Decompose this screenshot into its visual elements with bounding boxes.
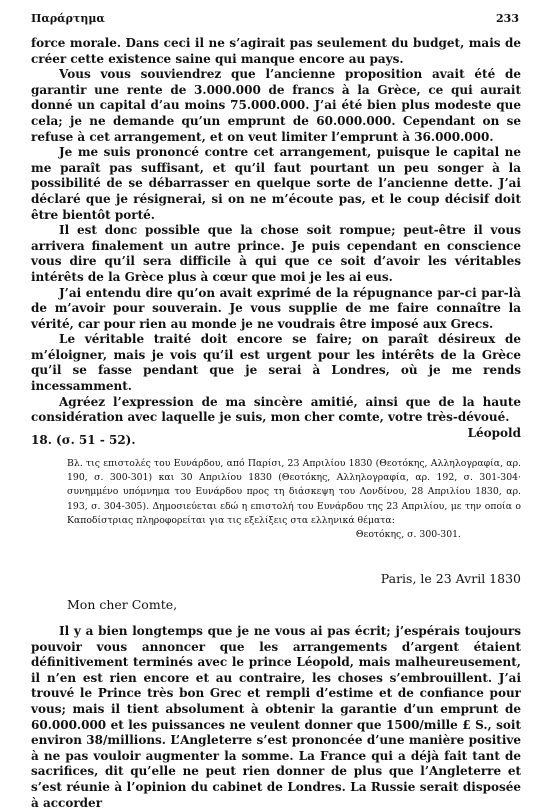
running-head-title: Παράρτημα xyxy=(31,12,105,25)
paragraph: Il est donc possible que la chose soit rompue; peut-être il vous arrivera finalement un autre prince. Je puis cependant en conscience vous dire qu’il sera difficile à qui que ce soit d’avoir les véritables intérêts de la Grèce plus à cœur que moi je les ai eus. xyxy=(31,223,521,284)
paragraph: Agréez l’expression de ma sincère amitié, ainsi que de la haute considération avec laquelle je suis, mon cher comte, votre très-dévoué. xyxy=(31,394,521,425)
editorial-note xyxy=(67,457,521,542)
paragraph: Je me suis prononcé contre cet arrangement, puisque le capital ne me paraît pas suffisant, et qu’il faut pourtant un peu songer à la possibilité de se débarrasser en quelque sorte de l’ancienne dette. J’ai déclaré que je résignerai, si on ne m’écoute pas, et le coup décisif doit être bientôt porté. xyxy=(31,145,521,222)
paragraph: J’ai entendu dire qu’on avait exprimé de la répugnance par-ci par-là de m’avoir pour souverain. Je vous supplie de me faire connaître la vérité, car pour rien au monde je ne voudrais être imposé aux Grecs. xyxy=(31,285,521,331)
paragraph: Vous vous souviendrez que l’ancienne proposition avait été de garantir une rente de 3.000.000 de francs à la Grèce, ce qui aurait donné un capital d’au moins 75.000.000. J’ai été bien plus modeste que cela; je ne demande qu’un emprunt de 60.000.000. Cependant on se refuse à cet arrangement, et on veut limiter l’emprunt à 36.000.000. xyxy=(31,67,521,144)
paragraph: Le véritable traité doit encore se faire; on paraît désireux de m’éloigner, mais je vois qu’il est urgent pour les intérêts de la Grèce qu’il se fasse pendant que je serai à Londres, où je me rends incessamment. xyxy=(31,332,521,394)
dateline: Paris, le 23 Avril 1830 xyxy=(380,571,521,586)
section-heading: 18. (σ. 51 - 52). xyxy=(31,433,136,447)
letter-body xyxy=(31,624,521,811)
paragraph: Il y a bien longtemps que je ne vous ai pas écrit; j’espérais toujours pouvoir vous annoncer que les arrangements d’argent étaient définitivement terminés avec le prince Léopold, mais malheureusement, il n’en est rien encore et au contraire, les choses s’embrouillent. J’ai trouvé le Prince très bon Grec et rempli d’estime et de confiance pour vous; mais il tient absolument à obtenir la garantie d’un emprunt de 60.000.000 et les puissances ne veulent donner que 1500/mille £ S., soit environ 38/millions. L’Angleterre s’est prononcée d’une manière positive à ne pas vouloir augmenter la somme. La France qui a déjà fait tant de sacrifices, dit qu’elle ne peut rien donner de plus que l’Angleterre et s’est réunie à l’opinion du cabinet de Londres. La Russie serait disposée à accorder xyxy=(31,624,521,810)
letter-continuation xyxy=(31,36,521,441)
page-number: 233 xyxy=(496,12,519,25)
running-head xyxy=(31,12,521,30)
note-source: Θεοτόκης, σ. 300-301. xyxy=(355,529,461,541)
note-text: Βλ. τις επιστολές του Ευνάρδου, από Παρίσι, 23 Απριλίου 1830 (Θεοτόκης, Αλληλογραφία, αρ. 190, σ. 300-301) και 30 Απριλίου 1830 (Θεοτόκης, Αλληλογραφία, αρ. 192, σ. 301-304· συνημμένο υπόμνημα του Ευνάρδου προς τη διάσκεψη του Λονδίνου, 28 Απριλίου 1830, αρ. 193, σ. 304-305). Δημοσιεύεται εδώ η επιστολή του Ευνάρδου της 23 Απριλίου, με την οποία ο Καποδίστριας πληροφορείται για τις εξελίξεις στα ελληνικά θέματα: xyxy=(67,458,521,526)
salutation: Mon cher Comte, xyxy=(67,597,178,612)
signature: Léopold xyxy=(467,425,521,440)
paragraph: force morale. Dans ceci il ne s’agirait pas seulement du budget, mais de créer cette existence saine qui manque encore au pays. xyxy=(31,36,521,66)
